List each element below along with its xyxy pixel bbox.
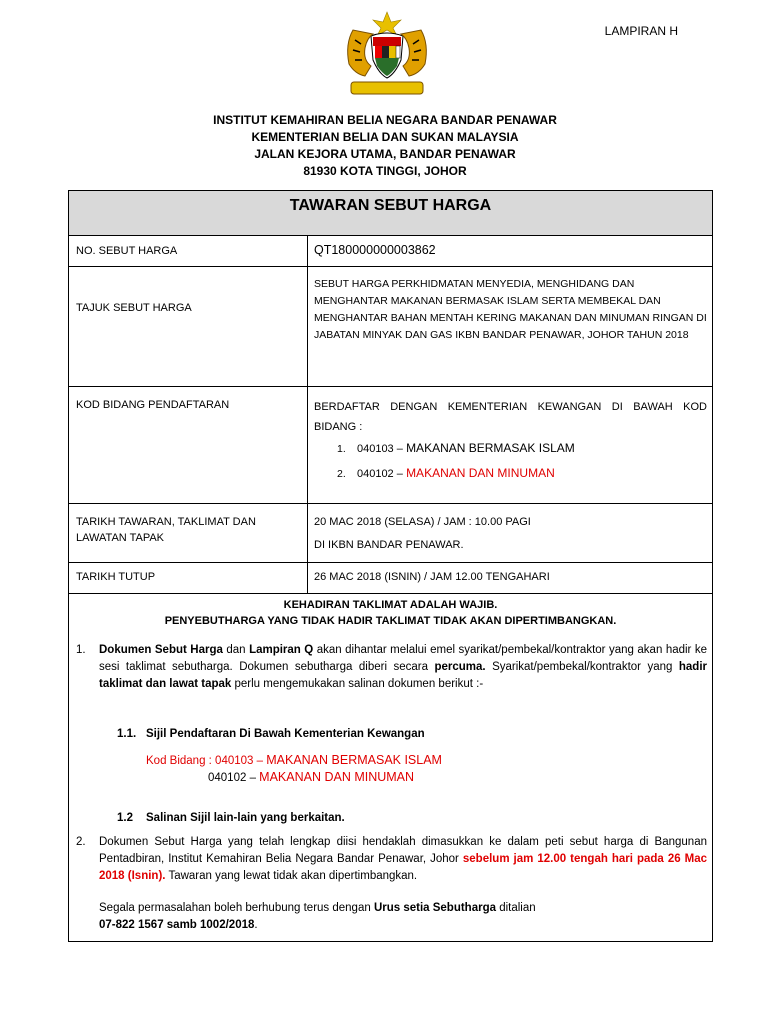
divider [69, 386, 712, 387]
sub-1-2-text: Salinan Sijil lain-lain yang berkaitan. [146, 812, 345, 824]
item-1-text: Dokumen Sebut Harga [99, 644, 223, 656]
divider [69, 593, 712, 594]
contact-phone: 07-822 1567 samb 1002/2018 [99, 919, 255, 931]
kod-line-prefix: Kod Bidang : 040103 – [146, 755, 264, 767]
no-sebut-harga-value: QT180000000003862 [314, 243, 436, 257]
kod-item-name: MAKANAN BERMASAK ISLAM [406, 441, 575, 455]
tarikh-tawaran-location: DI IKBN BANDAR PENAWAR. [314, 539, 464, 551]
kod-bidang-value: BERDAFTAR DENGAN KEMENTERIAN KEWANGAN DI BAWAH KOD BIDANG : [314, 401, 707, 433]
divider [69, 503, 712, 504]
kod-item-name: MAKANAN DAN MINUMAN [406, 466, 555, 480]
kod-item-num: 1. [337, 443, 346, 455]
item-1-text: hadir taklimat dan lawat tapak [99, 661, 707, 690]
item-2-text: Tawaran yang lewat tidak akan dipertimbangkan. [165, 870, 418, 882]
tajuk-value: SEBUT HARGA PERKHIDMATAN MENYEDIA, MENGHIDANG DAN MENGHANTAR MAKANAN BERMASAK ISLAM SERTA MEMBEKAL DAN MENGHANTAR BAHAN MENTAH KERING MAKANAN DAN MINUMAN RINGAN DI JABATAN MINYAK DAN GAS IKBN BANDAR PENAWAR, JOHOR TAHUN 2018 [314, 278, 707, 341]
tajuk-label: TAJUK SEBUT HARGA [76, 302, 192, 314]
item-1-text: Syarikat/pembekal/kontraktor yang [485, 661, 679, 673]
kod-line-name: MAKANAN BERMASAK ISLAM [266, 753, 442, 767]
contact-text: ditalian [496, 902, 536, 914]
item-1-text: Lampiran Q [249, 644, 314, 656]
item-1-text: akan dihantar melalui emel syarikat/pembekal/kontraktor yang akan hadir ke sesi taklimat sebutharga. Dokumen sebutharga diberi secara [99, 644, 708, 673]
kod-item-2 [337, 466, 555, 480]
tarikh-tutup-value: 26 MAC 2018 (ISNIN) / JAM 12.00 TENGAHARI [314, 571, 550, 583]
notice-line: PENYEBUTHARGA YANG TIDAK HADIR TAKLIMAT TIDAK AKAN DIPERTIMBANGKAN. [164, 615, 617, 627]
coat-of-arms-logo [335, 10, 439, 106]
kod-line-code: 040102 – [208, 772, 256, 784]
kod-line-name: MAKANAN DAN MINUMAN [259, 770, 415, 784]
divider [69, 235, 712, 236]
item-2-deadline: sebelum jam 12.00 tengah hari pada 26 Mac 2018 (Isnin). [99, 853, 708, 882]
page-title: TAWARAN SEBUT HARGA [69, 191, 712, 236]
kod-bidang-label: KOD BIDANG PENDAFTARAN [76, 399, 230, 411]
item-2-text: Dokumen Sebut Harga yang telah lengkap diisi hendaklah dimasukkan ke dalam peti sebut harga di Bangunan Pentadbiran, Institut Kemahiran Belia Negara Bandar Penawar, Johor [99, 836, 707, 865]
header-line: JALAN KEJORA UTAMA, BANDAR PENAWAR [254, 147, 516, 161]
item-1-number: 1. [76, 644, 86, 656]
kod-item-1 [337, 441, 575, 455]
item-2-paragraph [99, 834, 707, 885]
sub-1-2-number: 1.2 [117, 812, 133, 824]
sub-1-1-text: Sijil Pendaftaran Di Bawah Kementerian Kewangan [146, 728, 425, 740]
contact-text: Segala permasalahan boleh berhubung terus dengan [99, 902, 374, 914]
header-line: 81930 KOTA TINGGI, JOHOR [303, 164, 467, 178]
kod-item-code: 040103 – [356, 443, 403, 455]
no-sebut-harga-label: NO. SEBUT HARGA [76, 245, 178, 257]
contact-paragraph [99, 900, 659, 934]
contact-urus-setia: Urus setia Sebutharga [373, 902, 497, 914]
column-divider [307, 235, 308, 593]
divider [69, 562, 712, 563]
kod-item-num: 2. [337, 468, 346, 480]
institution-header [0, 112, 770, 180]
item-1-text: perlu mengemukakan salinan dokumen berikut :- [231, 678, 484, 690]
tarikh-tawaran-label: TARIKH TAWARAN, TAKLIMAT DAN LAWATAN TAPAK [76, 516, 256, 544]
header-line: INSTITUT KEMAHIRAN BELIA NEGARA BANDAR PENAWAR [213, 113, 557, 127]
divider [69, 266, 712, 267]
notice-line: KEHADIRAN TAKLIMAT ADALAH WAJIB. [283, 599, 498, 611]
item-2-number: 2. [76, 836, 86, 848]
lampiran-label: LAMPIRAN H [604, 24, 678, 38]
item-1-text: percuma. [434, 661, 486, 673]
contact-text: . [254, 919, 258, 931]
item-1-text: dan [222, 644, 250, 656]
header-line: KEMENTERIAN BELIA DAN SUKAN MALAYSIA [251, 130, 519, 144]
item-1-paragraph [99, 642, 707, 693]
tarikh-tutup-label: TARIKH TUTUP [76, 571, 156, 583]
kod-bidang-line-2 [208, 769, 414, 787]
kod-bidang-line-1 [146, 752, 442, 770]
tarikh-tawaran-value: 20 MAC 2018 (SELASA) / JAM : 10.00 PAGI [314, 516, 531, 528]
kod-item-code: 040102 – [356, 468, 403, 480]
sub-1-1-number: 1.1. [117, 728, 137, 740]
